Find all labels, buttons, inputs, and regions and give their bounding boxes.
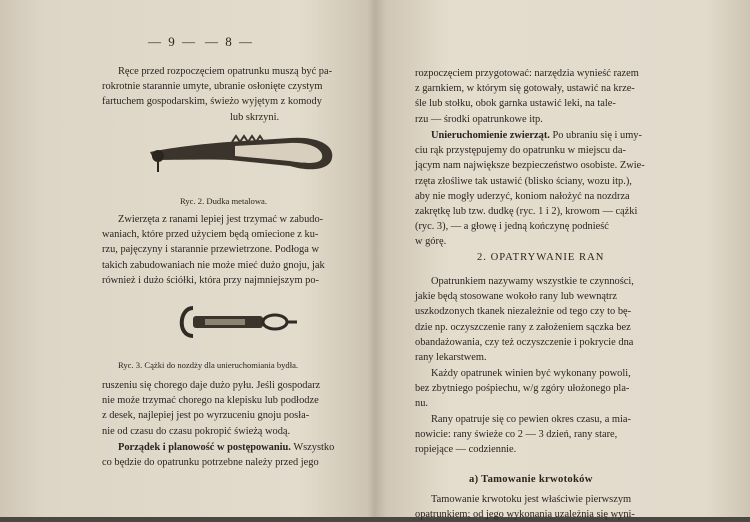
dudka-illustration <box>140 130 340 190</box>
figure-caption: Ryc. 2. Dudka metalowa. <box>180 196 268 206</box>
page-number: — 9 — <box>148 34 197 49</box>
paragraph: Tamowanie krwotoku jest właściwie pierwszym opatrunkiem; od jego wykonania uzależnia się wyni- <box>415 494 635 521</box>
paragraph: Ręce przed rozpoczęciem opatrunku muszą być pa- rokrotnie starannie umyte, ubranie osłonięte czystym fartuchem gospodarskim, świeżo wyjętym z komody lub skrzyni. <box>102 66 333 123</box>
paragraph: rozpoczęciem przygotować: narzędzia wynieść razem z garnkiem, w którym się gotowały, ustawić na krze- śle lub stołku, obok garnka ustawić leki, na tale- rzu — środki opatrunkowe itp. <box>415 68 639 125</box>
page-number: — 8 — <box>205 34 254 49</box>
paragraph: Unieruchomienie zwierząt. Po ubraniu się i umy- ciu rąk przystępujemy do opatrunku w miejscu da- jącym nam największe bezpieczeństwo osobiste. Zwie- rzęta złośliwe tak ustawić (blisko ściany, wozu itp.), aby nie mogły uderzyć, koniom nałożyć na nozdrza zakrętkę lub tzw. dudkę (ryc. 1 i 2), krowom — cążki (ryc. 3), — a głowę i jedną kończynę podnieść w górę. <box>415 130 645 248</box>
paragraph: Każdy opatrunek winien być wykonany powoli, bez zbytniego pośpiechu, w/g zgóry ułożonego pla- nu. <box>415 368 631 410</box>
left-page <box>0 0 373 517</box>
paragraph: Porządek i planowość w postępowaniu. Wszystko co będzie do opatrunku potrzebne należy przed jego <box>102 442 335 469</box>
section-heading: 2. OPATRYWANIE RAN <box>477 252 605 263</box>
subsection-heading: a) Tamowanie krwotoków <box>469 474 593 485</box>
paragraph: Opatrunkiem nazywamy wszystkie te czynności, jakie będą stosowane wokoło rany lub wewnątrz uszkodzonych tkanek niezależnie od tego czy to bę- dzie np. oczyszczenie rany z założeniem sączka bez obandażowania, czy też oczyszczenie i pokrycie dna rany lekarstwem. <box>415 276 634 364</box>
paragraph: Zwierzęta z ranami lepiej jest trzymać w zabudo- waniach, które przed użyciem będą omiecione z ku- rzu, pajęczyny i starannie przewietrzone. Podłoga w takich zabudowaniach nie może mieć dużo gnoju, jak również i dużo ściółki, która przy najmniejszym po- <box>102 214 325 286</box>
cazki-illustration <box>175 300 305 345</box>
paragraph: ruszeniu się chorego daje dużo pyłu. Jeśli gospodarz nie może trzymać chorego na klepisku lub podłodze z desek, najlepiej jest po wyrzuceniu gnoju posła- nie od czasu do czasu pokropić świeżą wodą. <box>102 380 321 437</box>
figure-caption: Ryc. 3. Cążki do nozdży dla unieruchomiania bydła. <box>118 360 299 370</box>
paragraph: Rany opatruje się co pewien okres czasu, a mia- nowicie: rany świeże co 2 — 3 dzień, rany stare, ropiejące — codziennie. <box>415 414 631 456</box>
